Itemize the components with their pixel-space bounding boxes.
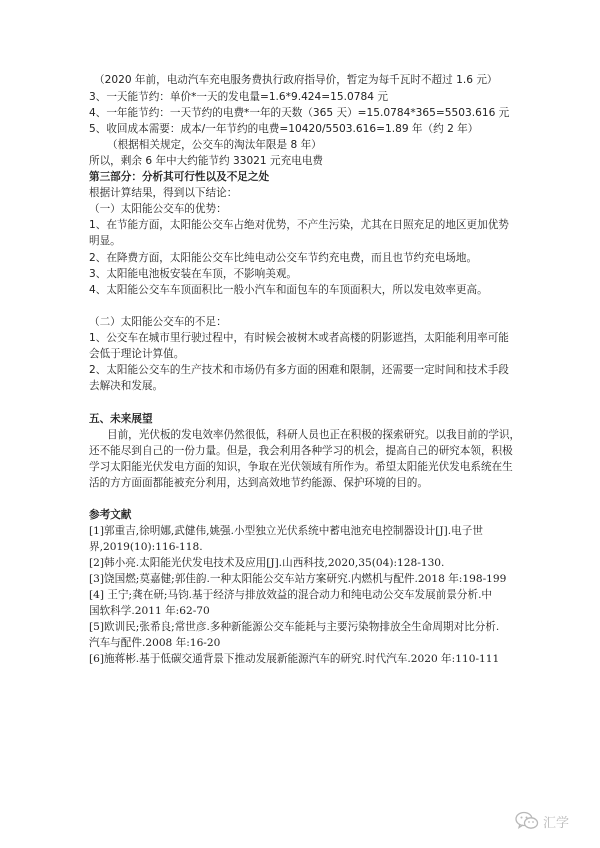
price-note: （2020 年前，电动汽车充电服务费执行政府指导价，暂定为每千瓦时不超过 1.6 元） xyxy=(94,74,498,86)
outlook-line-3: 学习太阳能光伏发电方面的知识，争取在光伏领域有所作为。希望太阳能光伏发电系统在生 xyxy=(89,461,513,473)
calc-step-5: 5、收回成本需要：成本/一年节约的电费=10420/5503.616=1.89 年（约 2 年） xyxy=(89,123,479,135)
reference-2: [2]韩小亮.太阳能光伏发电技术及应用[J].山西科技,2020,35(04):128-130. xyxy=(89,557,445,569)
advantage-3: 3、太阳能电池板安装在车顶，不影响美观。 xyxy=(89,268,298,280)
disadvantage-2-line-2: 去解决和发展。 xyxy=(89,380,164,392)
watermark-text: 汇学 xyxy=(543,815,570,831)
advantage-1-line-2: 明显。 xyxy=(89,235,121,247)
references-heading: 参考文献 xyxy=(89,509,132,521)
advantages-heading: （一）太阳能公交车的优势： xyxy=(89,203,227,215)
savings-conclusion: 所以，剩余 6 年中大约能节约 33021 元充电电费 xyxy=(89,155,324,167)
reference-4-line-2: 国软科学.2011 年:62-70 xyxy=(89,605,210,617)
calc-step-3: 3、一天能节约：单价*一天的发电量=1.6*9.424=15.0784 元 xyxy=(89,91,388,103)
reference-1-line-1: [1]郭重吉,徐明娜,武健伟,姚强.小型独立光伏系统中蓄电池充电控制器设计[J].电子世 xyxy=(89,525,483,537)
disadvantages-heading: （二）太阳能公交车的不足： xyxy=(89,316,227,328)
regulation-note: （根据相关规定，公交车的淘汰年限是 8 年） xyxy=(107,139,322,151)
part3-heading: 第三部分：分析其可行性以及不足之处 xyxy=(89,171,270,183)
part3-intro: 根据计算结果，得到以下结论： xyxy=(89,187,238,199)
disadvantage-1-line-2: 会低于理论计算值。 xyxy=(89,348,185,360)
advantage-2: 2、在降费方面，太阳能公交车比纯电动公交车节约充电费，而且也节约充电场地。 xyxy=(89,252,478,264)
disadvantage-2-line-1: 2、太阳能公交车的生产技术和市场仍有多方面的困难和限制，还需要一定时间和技术手段 xyxy=(89,364,509,376)
outlook-line-4: 活的方方面面都能被充分利用，达到高效地节约能源、保护环境的目的。 xyxy=(89,477,428,489)
reference-4-line-1: [4] 王宁;龚在研;马钧.基于经济与排放效益的混合动力和纯电动公交车发展前景分析.中 xyxy=(89,589,493,601)
reference-5-line-1: [5]欧训民;张希良;常世彦.多种新能源公交车能耗与主要污染物排放全生命周期对比分析. xyxy=(89,621,500,633)
reference-5-line-2: 汽车与配件.2008 年:16-20 xyxy=(89,637,221,649)
advantage-1-line-1: 1、在节能方面，太阳能公交车占绝对优势，不产生污染，尤其在日照充足的地区更加优势 xyxy=(89,219,509,231)
wechat-icon xyxy=(515,811,539,831)
outlook-line-2: 还不能尽到自己的一份力量。但是，我会利用各种学习的机会，提高自己的研究本领，积极 xyxy=(89,445,513,457)
reference-6: [6]施蒋彬.基于低碳交通背景下推动发展新能源汽车的研究.时代汽车.2020 年:110-111 xyxy=(89,653,500,665)
reference-1-line-2: 界,2019(10):116-118. xyxy=(89,541,203,553)
advantage-4: 4、太阳能公交车车顶面积比一般小汽车和面包车的车顶面积大，所以发电效率更高。 xyxy=(89,284,488,296)
calc-step-4: 4、一年能节约：一天节约的电费*一年的天数（365 天）=15.0784*365=5503.616 元 xyxy=(89,107,510,119)
reference-3: [3]饶国燃;莫嘉健;郭佳韵.一种太阳能公交车站方案研究.内燃机与配件.2018 年:198-199 xyxy=(89,573,507,585)
outlook-line-1: 目前，光伏板的发电效率仍然很低，科研人员也正在积极的探索研究。以我目前的学识， xyxy=(107,429,521,441)
watermark xyxy=(515,806,585,836)
section5-heading: 五、未来展望 xyxy=(89,413,153,425)
disadvantage-1-line-1: 1、公交车在城市里行驶过程中，有时候会被树木或者高楼的阴影遮挡，太阳能利用率可能 xyxy=(89,332,509,344)
